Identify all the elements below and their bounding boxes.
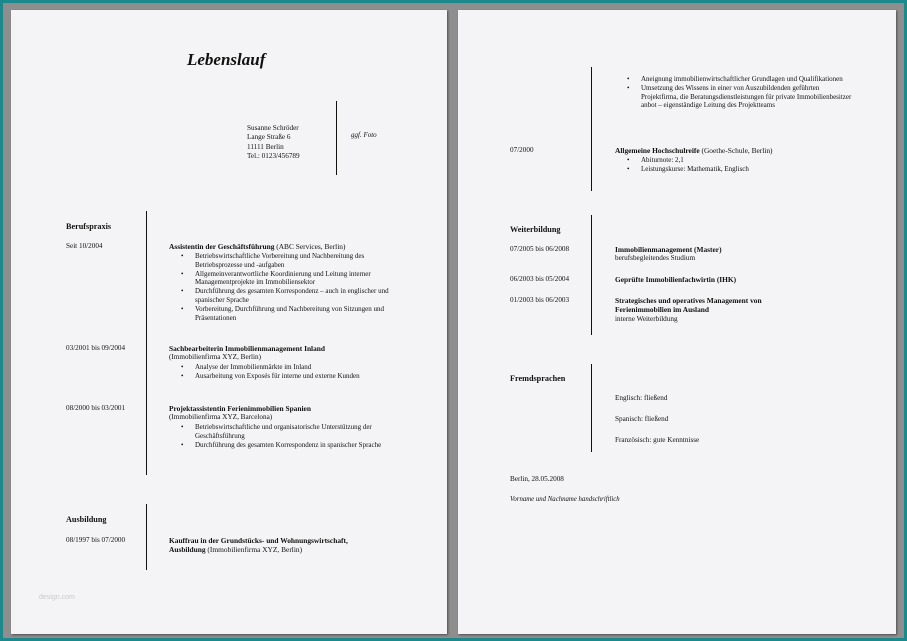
list-item: • Durchführung des gesamten Korrespondenz in spanischer Sprache — [169, 441, 409, 450]
entry-title — [169, 242, 345, 251]
list-item: • Ausarbeitung von Exposés für interne und externe Kunden — [169, 372, 409, 381]
entry-title — [615, 146, 773, 155]
entry-company: (ABC Services, Berlin) — [274, 242, 346, 251]
entry-date: 01/2003 bis 06/2003 — [510, 296, 570, 304]
list-item: • Abiturnote: 2,1 — [615, 156, 855, 165]
entry-bullets — [615, 156, 855, 174]
entry-title: Immobilienmanagement (Master) — [615, 245, 722, 254]
entry-company: (Immobilienfirma XYZ, Berlin) — [207, 545, 303, 554]
entry-bullets — [169, 363, 409, 381]
entry-title-text: Assistentin der Geschäftsführung — [169, 242, 275, 251]
section-heading-ausbildung: Ausbildung — [66, 515, 107, 524]
page-left — [11, 10, 447, 634]
entry-date: 07/2000 — [510, 146, 534, 154]
entry-title-text: Ausbildung — [169, 545, 208, 554]
language-item: Französisch: gute Kenntnisse — [615, 436, 700, 444]
entry-bullets — [615, 75, 855, 110]
entry-date: 08/1997 bis 07/2000 — [66, 536, 126, 544]
page-right — [458, 10, 896, 634]
list-item: • Durchführung des gesamten Korrespondenz – auch in englischer und spanischer Sprache — [169, 287, 409, 305]
signature-line: Vorname und Nachname handschriftlich — [510, 496, 620, 503]
list-item: • Aneignung immobilienwirtschaftlicher Grundlagen und Qualifikationen — [615, 75, 855, 84]
address-divider — [336, 101, 337, 175]
cv-title: Lebenslauf — [187, 50, 266, 69]
section-divider-fremdsprachen — [591, 364, 592, 452]
list-item: • Analyse der Immobilienmärkte im Inland — [169, 363, 409, 372]
language-item: Englisch: fließend — [615, 394, 668, 402]
entry-company: (Immobilienfirma XYZ, Berlin) — [169, 353, 262, 361]
entry-sub: berufsbegleitendes Studium — [615, 254, 696, 262]
entry-title: Kauffrau in der Grundstücks- und Wohnungswirtschaft, — [169, 536, 348, 545]
entry-company: (Immobilienfirma XYZ, Barcelona) — [169, 413, 273, 421]
watermark: design.com — [39, 594, 75, 601]
photo-placeholder: ggf. Foto — [351, 131, 377, 139]
entry-title: Strategisches und operatives Management von Ferienimmobilien im Ausland — [615, 296, 762, 315]
section-divider-weiterbildung — [591, 215, 592, 335]
list-item: • Leistungskurse: Mathematik, Englisch — [615, 165, 855, 174]
entry-sub: interne Weiterbildung — [615, 315, 678, 323]
entry-title-line2 — [169, 545, 302, 554]
section-heading-weiterbildung: Weiterbildung — [510, 225, 561, 234]
list-item: • Betriebswirtschaftliche Vorbereitung und Nachbereitung des Betriebsprozesse und -aufgaben — [169, 252, 409, 270]
language-item: Spanisch: fließend — [615, 415, 669, 423]
section-heading-fremdsprachen: Fremdsprachen — [510, 374, 566, 383]
document-viewer[interactable] — [3, 3, 904, 638]
entry-bullets — [169, 423, 409, 449]
entry-bullets — [169, 252, 409, 322]
section-heading-berufspraxis: Berufspraxis — [66, 222, 112, 231]
section-divider-berufspraxis — [146, 211, 147, 475]
list-item: • Umsetzung des Wissens in einer von Auszubildenden geführten Projektfirma, die Beratungsdienstleistungen für private Immobilienbesitzer anbot – eigenständige Leitung des Projektteams — [615, 84, 855, 110]
entry-date: 08/2000 bis 03/2001 — [66, 404, 126, 412]
list-item: • Betriebswirtschaftliche und organisatorische Unterstützung der Geschäftsführung — [169, 423, 409, 441]
entry-school: (Goethe-Schule, Berlin) — [699, 146, 773, 155]
entry-date: Seit 10/2004 — [66, 242, 103, 250]
place-date: Berlin, 28.05.2008 — [510, 475, 564, 483]
address-city: 11111 Berlin — [247, 142, 284, 151]
entry-date: 06/2003 bis 05/2004 — [510, 275, 570, 283]
address-name: Susanne Schröder — [247, 124, 299, 132]
entry-date: 07/2005 bis 06/2008 — [510, 245, 570, 253]
address-block — [247, 124, 300, 162]
list-item: • Vorbereitung, Durchführung und Nachbereitung von Sitzungen und Präsentationen — [169, 305, 409, 323]
address-street: Lange Straße 6 — [247, 133, 291, 142]
entry-date: 03/2001 bis 09/2004 — [66, 344, 126, 352]
entry-title: Geprüfte Immobilienfachwirtin (IHK) — [615, 275, 737, 284]
list-item: • Allgemeinverantwortliche Koordinierung und Leitung interner Managementprojekte im Immobiliensektor — [169, 270, 409, 288]
entry-title: Projektassistentin Ferienimmobilien Spanien — [169, 404, 311, 413]
address-phone: Tel.: 0123/456789 — [247, 152, 300, 161]
entry-title-text: Allgemeine Hochschulreife — [615, 146, 700, 155]
entry-title: Sachbearbeiterin Immobilienmanagement Inland — [169, 344, 326, 353]
section-divider-ausbildung — [146, 504, 147, 570]
section-divider-ausbildung-cont — [591, 67, 592, 191]
